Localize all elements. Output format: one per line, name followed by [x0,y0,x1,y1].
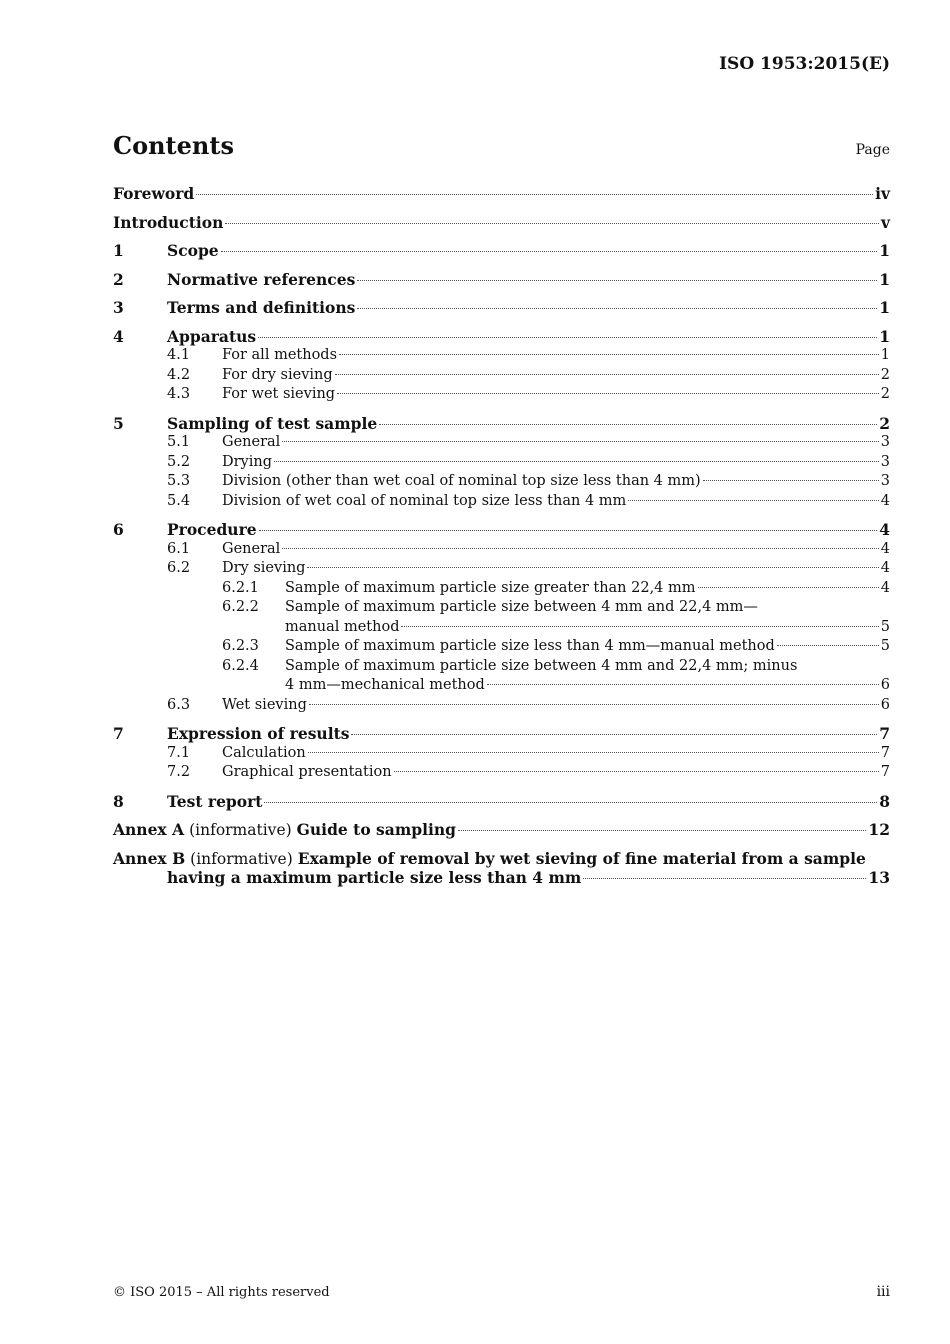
leader-dots [351,734,877,735]
toc-number: 6.1 [167,540,191,557]
toc-entry-2[interactable] [113,270,890,290]
toc-page: 7 [880,744,890,761]
leader-dots [777,645,879,646]
toc-page: 5 [880,618,890,635]
toc-page: 6 [880,696,890,713]
toc-title: Foreword [113,184,195,203]
toc-title: Division of wet coal of nominal top size less than 4 mm [222,492,627,509]
toc-page: 2 [879,413,890,433]
toc-entry-5[interactable] [113,414,890,434]
leader-dots [401,626,878,627]
toc-title: manual method [285,618,400,635]
leader-dots [703,480,879,481]
toc-page: 3 [880,453,890,470]
toc-title: Calculation [222,744,306,761]
toc-page: 3 [880,434,890,450]
leader-dots [487,684,879,685]
page-title: Contents [113,131,234,160]
toc-entry-5-1[interactable] [113,433,890,453]
leader-dots [698,587,879,588]
leader-dots [196,194,873,195]
toc-page: 2 [880,366,890,383]
toc-entry-6-2[interactable] [113,559,890,579]
toc-entry-annex-b[interactable] [113,849,890,869]
toc-number: 6.2.3 [222,638,259,654]
toc-entry-6-2-4-continued[interactable] [113,676,890,696]
annex-label: Annex B [113,848,186,868]
toc-page: 2 [880,386,890,402]
leader-dots [259,530,878,531]
toc-entry-4-2[interactable] [113,366,890,386]
toc-entry-7-1[interactable] [113,744,890,764]
toc-number: 7.1 [167,744,191,761]
toc-number: 6.3 [167,696,191,713]
toc-title: Introduction [113,212,224,232]
toc-page: v [880,212,890,232]
toc-page: 3 [880,473,890,489]
toc-number: 8 [113,791,124,811]
page-number: iii [876,1284,890,1300]
toc-title: having a maximum particle size less than 4 mm [167,868,582,887]
toc-title: Normative references [167,269,356,289]
toc-title: Guide to sampling [296,820,456,839]
leader-dots [458,830,866,831]
toc-number: 7 [113,724,124,743]
leader-dots [337,393,879,394]
toc-entry-5-3[interactable] [113,472,890,492]
toc-title: Apparatus [167,326,257,346]
table-of-contents [113,184,890,888]
toc-page: 4 [880,560,890,576]
toc-page: 12 [868,820,890,839]
leader-dots [357,280,877,281]
leader-dots [221,251,878,252]
toc-page: 4 [880,540,890,557]
toc-page: 6 [880,677,890,693]
toc-page: 1 [880,347,890,363]
toc-entry-5-2[interactable] [113,453,890,473]
toc-number: 5.2 [167,453,191,470]
toc-page: 1 [879,269,890,289]
leader-dots [379,424,877,425]
toc-entry-7[interactable] [113,724,890,744]
toc-number: 4.2 [167,366,191,383]
leader-dots [258,337,877,338]
toc-page: 7 [880,764,890,780]
toc-title: Example of removal by wet sieving of fine material from a sample [297,848,866,868]
toc-number: 6.2.1 [222,579,259,596]
toc-title: For all methods [222,347,338,363]
toc-entry-4-1[interactable] [113,346,890,366]
toc-number: 6 [113,520,124,539]
toc-page: 8 [879,791,890,811]
toc-entry-annex-a[interactable] [113,820,890,840]
leader-dots [308,752,879,753]
document-id: ISO 1953:2015(E) [719,54,890,74]
toc-number: 5.1 [167,434,191,450]
leader-dots [282,441,878,442]
leader-dots [335,374,879,375]
toc-entry-6-1[interactable] [113,540,890,560]
toc-page: 5 [880,638,890,654]
toc-number: 7.2 [167,764,191,780]
leader-dots [307,567,878,568]
toc-title: Expression of results [167,724,350,743]
toc-title: For wet sieving [222,386,336,402]
toc-entry-6-2-2[interactable] [113,598,890,618]
annex-type: (informative) [189,821,292,839]
toc-entry-8[interactable] [113,792,890,812]
leader-dots [309,704,879,705]
page-column-label: Page [855,142,890,158]
toc-entry-1[interactable] [113,241,890,261]
leader-dots [282,548,878,549]
toc-number: 6.2.4 [222,657,259,674]
toc-number: 5.3 [167,473,191,489]
toc-number: 5 [113,413,124,433]
toc-page: 1 [879,298,890,317]
leader-dots [274,461,879,462]
toc-title: Wet sieving [222,696,307,713]
toc-entry-4[interactable] [113,327,890,347]
toc-number: 5.4 [167,492,191,509]
toc-title: Sample of maximum particle size less than 4 mm—manual method [285,638,775,654]
toc-entry-3[interactable] [113,298,890,318]
toc-entry-6-2-1[interactable] [113,579,890,599]
toc-entry-introduction[interactable] [113,213,890,233]
leader-dots [628,500,878,501]
toc-title: Scope [167,241,219,260]
toc-page: 4 [879,520,890,539]
toc-page: iv [875,184,890,203]
toc-number: 6.2.2 [222,599,259,615]
toc-title: Dry sieving [222,560,306,576]
toc-title: Sampling of test sample [167,413,378,433]
toc-page: 4 [880,492,890,509]
toc-title: Procedure [167,520,257,539]
toc-title: Test report [167,791,263,811]
toc-page: 4 [880,579,890,596]
toc-title: Sample of maximum particle size between 4 mm and 22,4 mm; minus [285,657,798,674]
toc-page: 13 [868,868,890,887]
leader-dots [394,771,879,772]
toc-entry-annex-b-continued[interactable] [113,868,890,888]
toc-number: 4.1 [167,347,191,363]
annex-type: (informative) [190,849,293,868]
toc-number: 4.3 [167,386,191,402]
toc-title: General [222,434,281,450]
toc-entry-7-2[interactable] [113,763,890,783]
leader-dots [357,308,877,309]
toc-entry-foreword[interactable] [113,184,890,204]
toc-title: 4 mm—mechanical method [285,677,485,693]
leader-dots [583,878,866,879]
toc-entry-6-3[interactable] [113,696,890,716]
toc-entry-5-4[interactable] [113,492,890,512]
leader-dots [264,802,877,803]
toc-number: 2 [113,269,124,289]
toc-entry-6-2-3[interactable] [113,637,890,657]
toc-entry-6-2-4[interactable] [113,657,890,677]
toc-page: 1 [879,241,890,260]
toc-title: Division (other than wet coal of nominal top size less than 4 mm) [222,473,701,489]
annex-label: Annex A [113,820,185,839]
leader-dots [339,354,879,355]
toc-title: General [222,540,281,557]
toc-title: Drying [222,453,273,470]
toc-entry-6-2-2-continued[interactable] [113,618,890,638]
leader-dots [225,223,879,224]
toc-entry-6[interactable] [113,520,890,540]
toc-page: 7 [879,724,890,743]
toc-title: For dry sieving [222,366,333,383]
toc-number: 6.2 [167,560,191,576]
toc-title: Sample of maximum particle size between 4 mm and 22,4 mm— [285,599,758,615]
toc-title: Sample of maximum particle size greater than 22,4 mm [285,579,696,596]
copyright-notice: © ISO 2015 – All rights reserved [113,1285,330,1300]
toc-entry-4-3[interactable] [113,385,890,405]
toc-number: 1 [113,241,124,260]
toc-title: Terms and definitions [167,298,356,317]
toc-number: 4 [113,326,124,346]
toc-number: 3 [113,298,124,317]
toc-title: Graphical presentation [222,764,392,780]
toc-page: 1 [879,326,890,346]
